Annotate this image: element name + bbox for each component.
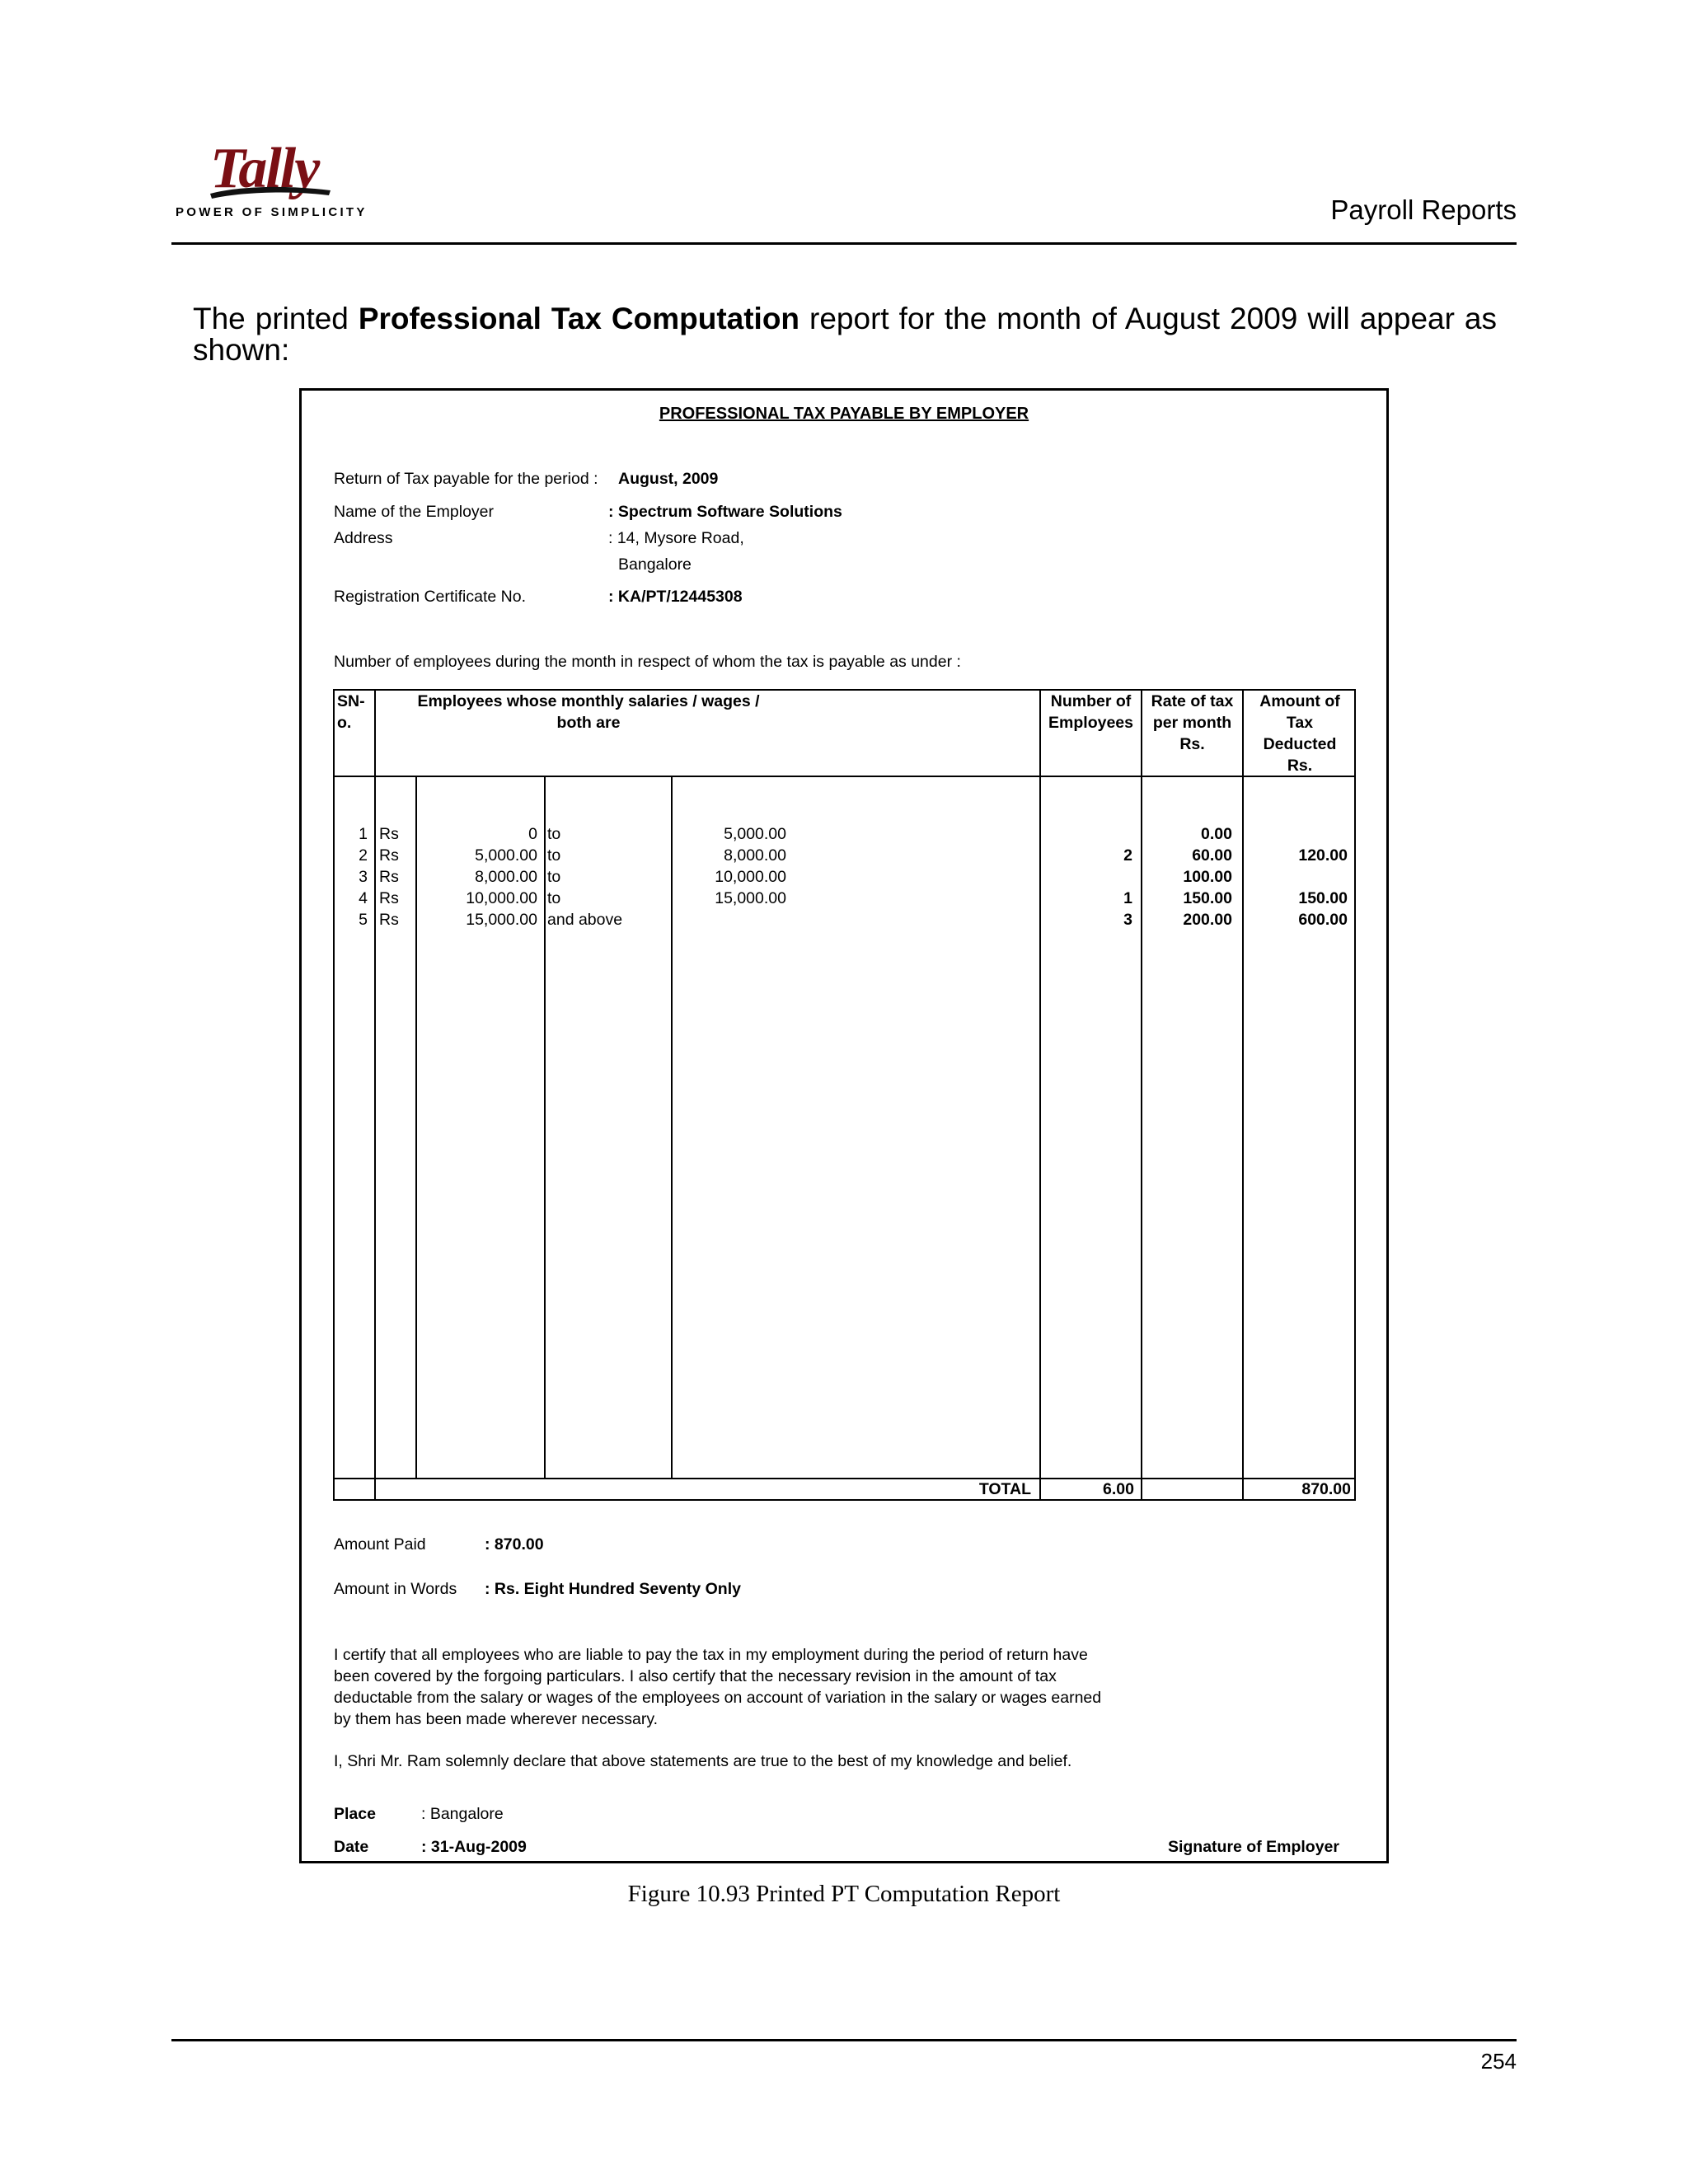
header-sno: SN- o. [337, 692, 365, 732]
date-value: : 31-Aug-2009 [421, 1838, 527, 1856]
total-amount: 870.00 [1301, 1480, 1351, 1498]
figure-caption: Figure 10.93 Printed PT Computation Report [627, 1881, 1061, 1907]
logo-tagline: POWER OF SIMPLICITY [176, 205, 368, 219]
header-rate-of-tax: Rate of tax per month Rs. [1151, 692, 1234, 753]
logo-swoosh-icon [209, 182, 332, 200]
pt-report [299, 388, 1389, 1863]
intro-before: The printed [193, 302, 359, 335]
employees-note: Number of employees during the month in respect of whom the tax is payable as under : [334, 653, 961, 671]
tally-logo [176, 136, 368, 223]
amount-words-value: : Rs. Eight Hundred Seventy Only [485, 1580, 741, 1598]
report-title: PROFESSIONAL TAX PAYABLE BY EMPLOYER [659, 405, 1029, 423]
address-label: Address [334, 529, 393, 547]
address-line1: : 14, Mysore Road, [608, 529, 744, 547]
total-employees: 6.00 [1103, 1480, 1134, 1498]
amount-words-label: Amount in Words [334, 1580, 457, 1598]
intro-paragraph [193, 303, 1497, 366]
registration-label: Registration Certificate No. [334, 588, 527, 606]
place-value: : Bangalore [421, 1805, 504, 1823]
header-rule [171, 242, 1517, 245]
section-title: Payroll Reports [1330, 194, 1517, 225]
footer-rule [171, 2039, 1517, 2041]
logo-wordmark: Tally [210, 137, 319, 200]
amount-paid-value: : 870.00 [485, 1535, 544, 1554]
header-number-of-employees: Number of Employees [1048, 692, 1133, 732]
place-label: Place [334, 1805, 376, 1823]
declaration-text: I, Shri Mr. Ram solemnly declare that above statements are true to the best of my knowledge and belief. [334, 1752, 1072, 1770]
page-number: 254 [1480, 2049, 1517, 2074]
registration-value: : KA/PT/12445308 [608, 588, 743, 606]
intro-after: report for the month of August 2009 will appear as shown: [193, 302, 1497, 367]
period-value: August, 2009 [618, 470, 719, 488]
intro-report-name: Professional Tax Computation [358, 302, 800, 335]
employer-value: : Spectrum Software Solutions [608, 503, 842, 521]
certification-text: I certify that all employees who are liable to pay the tax in my employment during the period of return have been covered by the forgoing particulars. I also certify that the necessary revision in the amount of tax deductable from the salary or wages of the employees on account of variation in the salary or wages earned by them has been made wherever necessary. [334, 1646, 1102, 1728]
amount-paid-label: Amount Paid [334, 1535, 426, 1554]
signature-label: Signature of Employer [1167, 1838, 1339, 1856]
date-label: Date [334, 1838, 369, 1856]
pt-slab-table: SN- o. Employees whose monthly salaries / wages / both are Number of Employees Rate of tax per month Rs. Amount of Tax Deducted Rs. 1 Rs 0 to 5,000.00 0.00 2 Rs 5,000.00 to 8,000.00 2 60.00 120.00 3 Rs 8,000.00 to 10,000.00 100.00 4 Rs 10,000.00 to 15,000.00 1 150.00 150.00 5 Rs 15,000.00 and above 3 200.00 600.00 TOTAL 6.00 870.00 [333, 689, 1356, 1501]
employer-label: Name of the Employer [334, 503, 495, 521]
address-line2: Bangalore [618, 555, 692, 574]
header-amount-deducted: Amount of Tax Deducted Rs. [1259, 692, 1340, 775]
total-label: TOTAL [978, 1480, 1031, 1498]
header-salary-slab: Employees whose monthly salaries / wages / both are [417, 692, 760, 732]
period-label: Return of Tax payable for the period : [334, 470, 598, 488]
